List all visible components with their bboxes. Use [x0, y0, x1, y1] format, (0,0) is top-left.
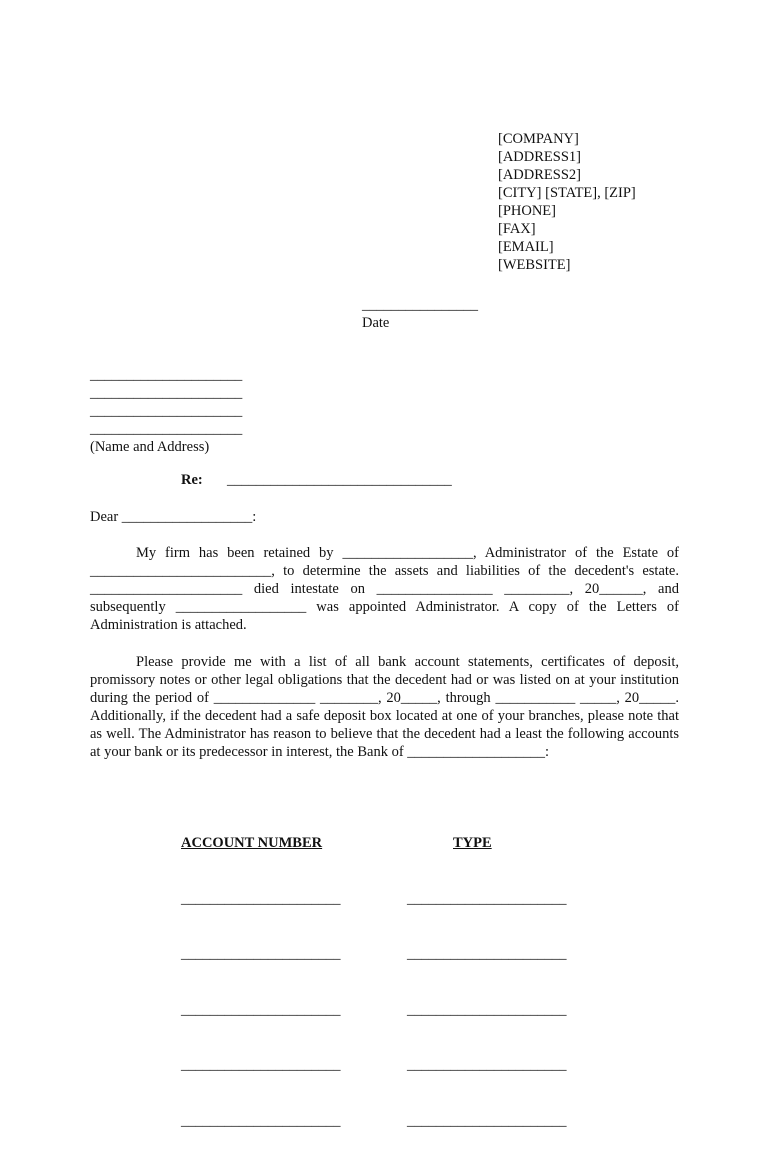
paragraph-text: My firm has been retained by __________________, Administrator of the Estate of _________________________, to determine the assets and liabilities of the decedent's estate. _____________________ died intestate on ________________ _________, 20______, and subsequently __________________ was appointed Administrator. A copy of the Letters of Administration is attached. [90, 545, 679, 633]
re-label: Re: [181, 472, 203, 488]
salutation: Dear __________________: [90, 509, 257, 525]
recipient-blank-line[interactable]: _____________________ [90, 421, 243, 437]
date-blank-line[interactable]: ________________ [362, 297, 478, 313]
account-type-blank[interactable]: ______________________ [407, 890, 567, 907]
account-type-blank[interactable]: ______________________ [407, 1001, 567, 1018]
letterhead-city-state-zip: [CITY] [STATE], [ZIP] [498, 185, 636, 201]
account-number-blank[interactable]: ______________________ [181, 1001, 341, 1018]
body-paragraph [90, 653, 679, 761]
body-paragraph [90, 544, 679, 634]
letterhead-company: [COMPANY] [498, 131, 579, 147]
letterhead-address1: [ADDRESS1] [498, 149, 581, 165]
account-type-header: TYPE [453, 835, 492, 851]
letterhead-phone: [PHONE] [498, 203, 556, 219]
account-type-column [407, 797, 567, 1167]
date-label: Date [362, 315, 390, 331]
account-type-blank[interactable]: ______________________ [407, 1057, 567, 1073]
recipient-label: (Name and Address) [90, 439, 210, 455]
letterhead-fax: [FAX] [498, 221, 536, 237]
letterhead-address2: [ADDRESS2] [498, 167, 581, 183]
account-type-blank[interactable]: ______________________ [407, 1112, 567, 1129]
re-line [181, 472, 452, 489]
re-blank-line[interactable]: _______________________________ [227, 472, 452, 488]
letterhead-website: [WEBSITE] [498, 257, 571, 273]
letterhead-email: [EMAIL] [498, 239, 554, 255]
recipient-blank-line[interactable]: _____________________ [90, 403, 243, 419]
account-number-column [181, 797, 341, 1167]
account-number-blank[interactable]: ______________________ [181, 1112, 341, 1129]
date-block [362, 296, 478, 332]
account-number-blank[interactable]: ______________________ [181, 890, 341, 907]
letterhead-block [498, 130, 636, 274]
account-number-blank[interactable]: ______________________ [181, 1057, 341, 1073]
account-number-blank[interactable]: ______________________ [181, 946, 341, 962]
paragraph-text: Please provide me with a list of all bank account statements, certificates of deposit, promissory notes or other legal obligations that the decedent had or was listed on at your institution during the period of ______________ ________, 20_____, through ___________ _____, 20_____. Additionally, if the decedent had a safe deposit box located at one of your branches, please note that as well. The Administrator has reason to believe that the decedent had a least the following accounts at your bank or its predecessor in interest, the Bank of ___________________: [90, 654, 679, 760]
recipient-block [90, 366, 242, 456]
recipient-blank-line[interactable]: _____________________ [90, 385, 243, 401]
account-type-blank[interactable]: ______________________ [407, 946, 567, 962]
recipient-blank-line[interactable]: _____________________ [90, 367, 243, 383]
account-number-header: ACCOUNT NUMBER [181, 835, 323, 851]
